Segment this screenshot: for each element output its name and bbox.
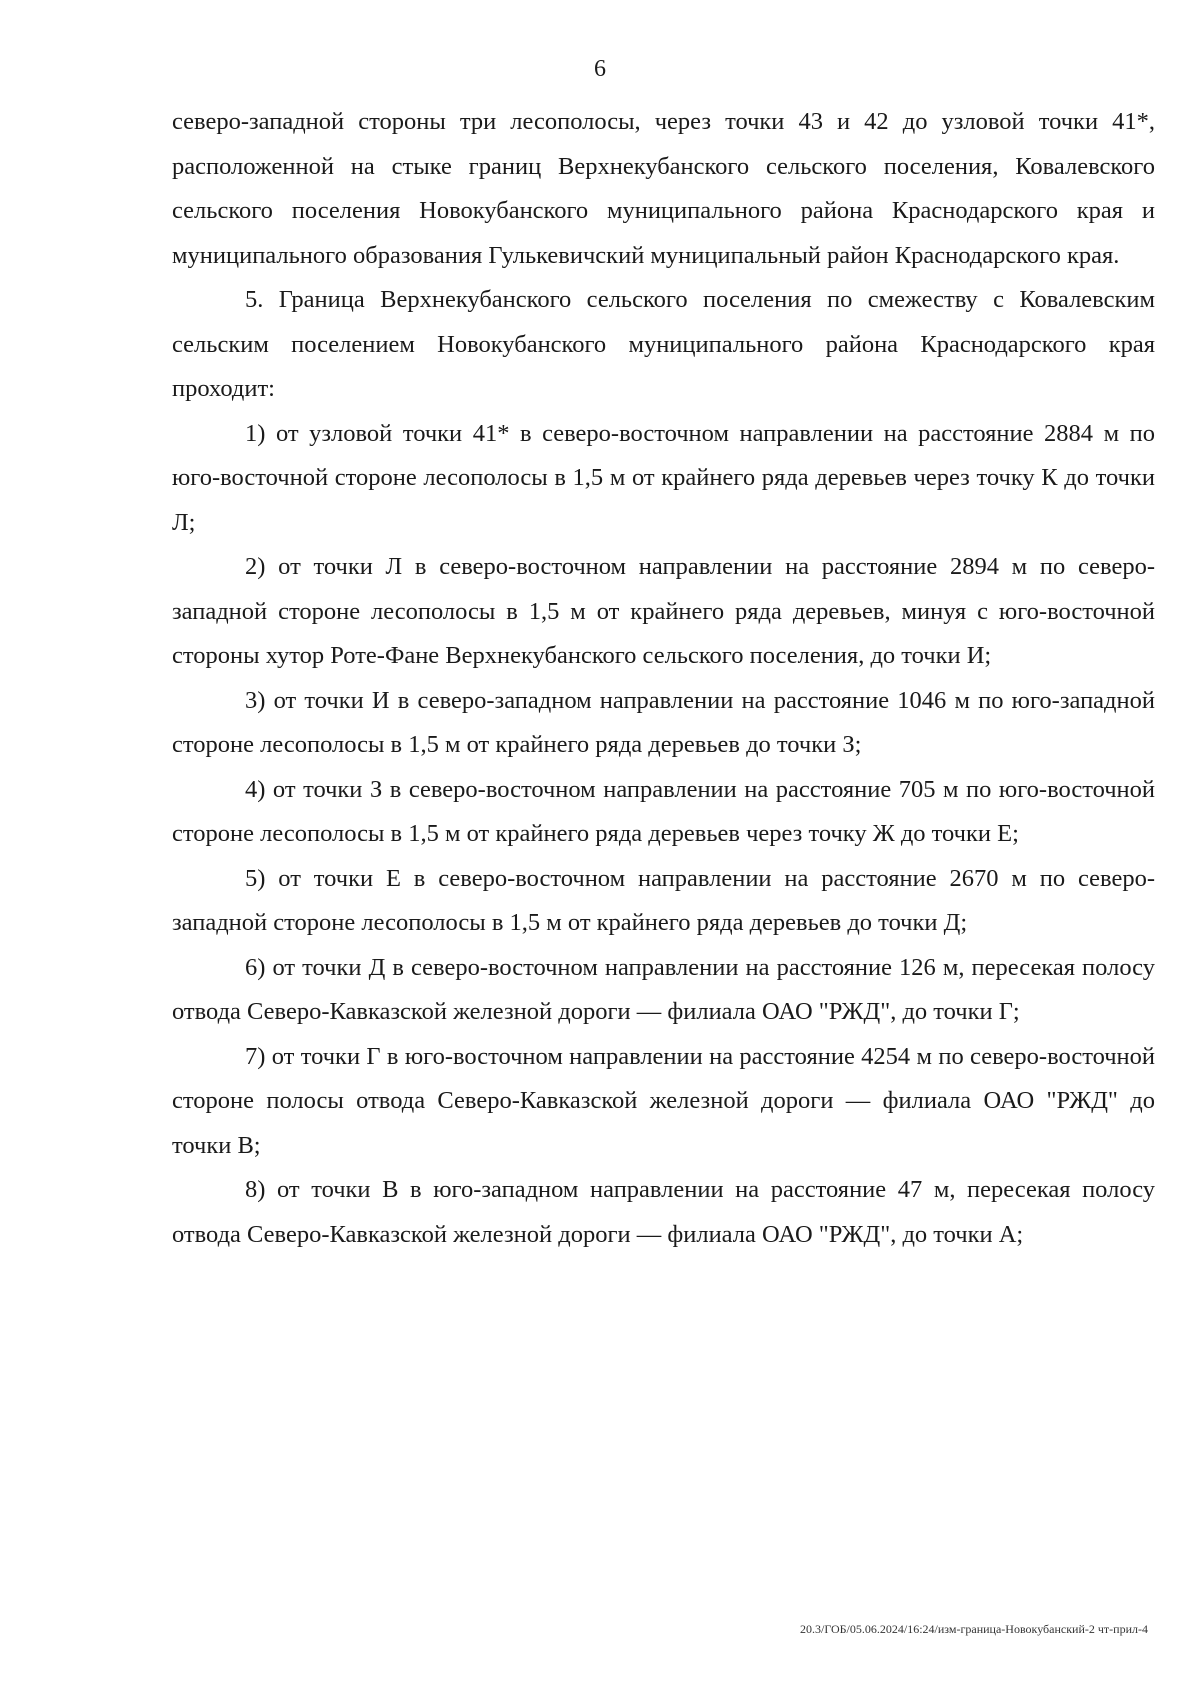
document-body [172, 100, 1155, 1257]
paragraph-item-6: 6) от точки Д в северо-восточном направлении на расстояние 126 м, пересекая полосу отвода Северо-Кавказской железной дороги — филиала ОАО "РЖД", до точки Г; [172, 953, 1155, 1025]
paragraph-continuation: северо-западной стороны три лесополосы, через точки 43 и 42 до узловой точки 41*, расположенной на стыке границ Верхнекубанского сельского поселения, Ковалевского сельского поселения Новокубанского муниципального района Краснодарского края и муниципального образования Гулькевичский муниципальный район Краснодарского края. [172, 108, 1155, 269]
paragraph-item-4: 4) от точки З в северо-восточном направлении на расстояние 705 м по юго-восточной стороне лесополосы в 1,5 м от крайнего ряда деревьев через точку Ж до точки Е; [172, 775, 1155, 847]
paragraph-item-5: 5) от точки Е в северо-восточном направлении на расстояние 2670 м по северо-западной стороне лесополосы в 1,5 м от крайнего ряда деревьев до точки Д; [172, 864, 1155, 936]
paragraph-section-5: 5. Граница Верхнекубанского сельского поселения по смежеству с Ковалевским сельским поселением Новокубанского муниципального района Краснодарского края проходит: [172, 286, 1155, 402]
paragraph-item-2: 2) от точки Л в северо-восточном направлении на расстояние 2894 м по северо-западной стороне лесополосы в 1,5 м от крайнего ряда деревьев, минуя с юго-восточной стороны хутор Роте-Фане Верхнекубанского сельского поселения, до точки И; [172, 553, 1155, 669]
paragraph-item-7: 7) от точки Г в юго-восточном направлении на расстояние 4254 м по северо-восточной стороне полосы отвода Северо-Кавказской железной дороги — филиала ОАО "РЖД" до точки В; [172, 1042, 1155, 1159]
page-number: 6 [594, 56, 606, 82]
paragraph-item-3: 3) от точки И в северо-западном направлении на расстояние 1046 м по юго-западной стороне лесополосы в 1,5 м от крайнего ряда деревьев до точки З; [172, 686, 1155, 758]
paragraph-item-1: 1) от узловой точки 41* в северо-восточном направлении на расстояние 2884 м по юго-восточной стороне лесополосы в 1,5 м от крайнего ряда деревьев через точку К до точки Л; [172, 419, 1155, 536]
document-footer-code: 20.3/ГОБ/05.06.2024/16:24/изм-граница-Новокубанский-2 чт-прил-4 [800, 1622, 1148, 1636]
paragraph-item-8: 8) от точки В в юго-западном направлении на расстояние 47 м, пересекая полосу отвода Северо-Кавказской железной дороги — филиала ОАО "РЖД", до точки А; [172, 1176, 1155, 1248]
